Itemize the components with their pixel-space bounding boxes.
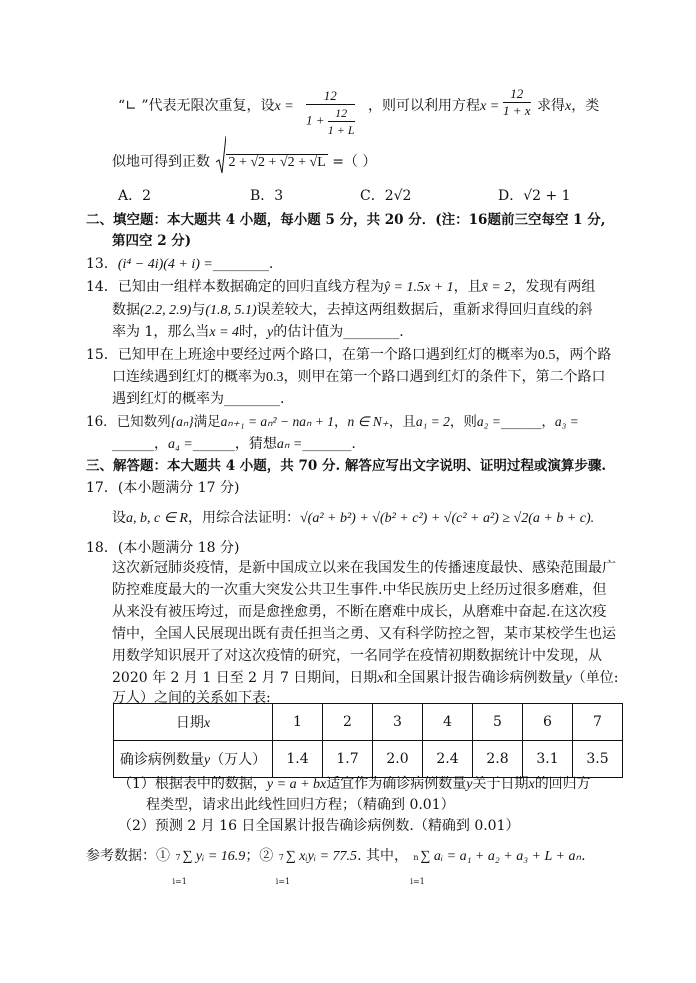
q12-eq1-fraction xyxy=(306,88,355,138)
q14-text-i: 的估计值为________. xyxy=(273,324,404,340)
q13-expr: (i⁴ − 4i)(4 + i) = xyxy=(117,257,213,272)
q16-text-f: ， xyxy=(541,414,555,430)
table-cell: 3.1 xyxy=(523,741,573,778)
q12-eq1-inner-frac xyxy=(328,105,355,138)
table-cell: 3.5 xyxy=(573,741,623,778)
cases-var: y xyxy=(203,753,211,768)
q14-text-f: 误差较大，去掉这两组数据后，重新求得回归直线的斜 xyxy=(256,302,593,318)
table-cell: 4 xyxy=(423,704,473,741)
q14-text-g: 率为 1，那么当 xyxy=(112,324,210,340)
q16-number: 16． xyxy=(86,414,117,430)
q16-recurrence: aₙ₊₁ = aₙ² − naₙ + 1 xyxy=(220,414,334,429)
ref-text-a: 参考数据：① xyxy=(86,848,170,864)
q14-regression-eq: ŷ = 1.5x + 1 xyxy=(383,280,454,295)
q18-p6-a: 2020 年 2 月 1 日至 2 月 7 日期间，日期 xyxy=(112,670,378,686)
q18-sub1-b: 适宜作为确诊病例数量 xyxy=(326,776,467,792)
q17-body xyxy=(112,508,594,529)
q14-line3 xyxy=(112,322,404,343)
ref-text-d: . xyxy=(581,848,586,864)
q14-text-h: 时， xyxy=(239,324,268,340)
q12-eq1-num: 12 xyxy=(306,88,355,105)
ref-sum2: ∑ xᵢyᵢ = 77.5 xyxy=(285,849,358,864)
q14-text-e: 与 xyxy=(191,302,206,318)
q18-data-table xyxy=(113,703,623,778)
q15-text-c: 口连续遇到红灯的概率为 xyxy=(112,369,266,385)
table-cell: 2.4 xyxy=(423,741,473,778)
q17-text-b: ，用综合法证明： xyxy=(187,510,300,526)
q16-a1: a₁ = 2 xyxy=(415,414,450,429)
q18-para-3: 从来没有被压垮过，而是愈挫愈勇，不断在磨难中成长，从磨难中奋起.在这次疫 xyxy=(112,604,607,620)
q15-prob1: 0.5 xyxy=(537,348,556,363)
q18-sub1-cont: 程类型，请求出此线性回归方程；（精确到 0.01） xyxy=(146,797,455,813)
table-cell: 1.7 xyxy=(323,741,373,778)
sum-bottom: i=1 xyxy=(410,877,425,886)
q12-eq1-lhs: x = xyxy=(274,99,294,114)
q17-title xyxy=(86,478,239,498)
q14-line1 xyxy=(86,277,595,298)
q14-text-c: ，发现有两组 xyxy=(511,279,596,295)
q15-text-b: ，两个路 xyxy=(555,347,612,363)
q15-line3: 遇到红灯的概率为________. xyxy=(112,391,285,407)
date-label: 日期 xyxy=(175,715,204,731)
q12-line1-b xyxy=(368,96,499,117)
table-header-cases xyxy=(114,741,273,778)
q18-para-1: 这次新冠肺炎疫情，是新中国成立以来在我国发生的传播速度最快、感染范围最广 xyxy=(112,560,616,576)
sum-top: 7 xyxy=(175,853,181,862)
cases-label: 确诊病例数量 xyxy=(119,752,204,768)
q16-text-h: ，猜想 xyxy=(234,436,277,452)
q12-line1 xyxy=(118,96,294,117)
q12-option-b: B．3 xyxy=(250,188,284,204)
q12-line2 xyxy=(112,152,376,173)
q14-point2: (1.8, 5.1) xyxy=(205,303,257,318)
q15-number: 15． xyxy=(86,347,118,363)
q16-a3: a₃ = xyxy=(554,414,579,429)
sum-top: n xyxy=(413,853,419,862)
q18-title xyxy=(86,538,239,558)
q12-nested-root xyxy=(216,153,327,173)
q16-text-c: ， xyxy=(333,414,348,430)
section3-heading: 三、解答题：本大题共 4 小题，共 70 分. 解答应写出文字说明、证明过程或演算步骤. xyxy=(86,458,607,474)
table-row xyxy=(114,741,623,778)
q17-number: 17． xyxy=(86,480,118,496)
q14-text-a: 已知由一组样本数据确定的回归直线方程为 xyxy=(117,279,384,295)
table-cell: 3 xyxy=(373,704,423,741)
q14-text-b: ，且 xyxy=(453,279,482,295)
ref-text-b: ；② xyxy=(245,848,274,864)
q12-eq2-num: 12 xyxy=(503,86,531,103)
q18-sub1-c: 关于日期 xyxy=(472,776,529,792)
table-cell: 5 xyxy=(473,704,523,741)
q18-para-2: 防控难度最大的一次重大突发公共卫生事件.中华民族历史上经历过很多磨难，但 xyxy=(112,582,607,598)
q16-blank-a4: ______ xyxy=(192,436,235,452)
table-cell: 1 xyxy=(273,704,323,741)
q12-line1-c xyxy=(537,96,599,117)
sum-top: 7 xyxy=(278,853,284,862)
table-cell: 6 xyxy=(523,704,573,741)
ref-text-c: . 其中， xyxy=(357,848,408,864)
q12-var-x: x xyxy=(565,99,572,114)
q14-line2 xyxy=(112,300,593,321)
q17-inequality: √(a² + b²) + √(b² + c²) + √(c² + a²) ≥ √2(a + b + c). xyxy=(299,511,595,526)
q16-blank-a2: ______ xyxy=(500,414,542,430)
section2-heading: 二、填空题：本大题共 4 小题，每小题 5 分，共 20 分．(注：16题前三空每空 1 分, xyxy=(86,212,606,228)
q16-n-domain: n ∈ N₊ xyxy=(347,414,389,429)
q12-equals-paren: =（ ） xyxy=(332,154,377,170)
q18-para-7: 万人）之间的关系如下表: xyxy=(112,690,271,706)
q14-number: 14． xyxy=(86,279,118,295)
q15-text-a: 已知甲在上班途中要经过两个路口，在第一个路口遇到红灯的概率为 xyxy=(117,347,538,363)
q18-number: 18． xyxy=(86,540,118,556)
q18-p6-c: （单位: xyxy=(571,670,619,686)
q18-sub1-x: x xyxy=(528,777,535,792)
q16-an: aₙ = xyxy=(276,437,303,452)
q16-blank-an: _______. xyxy=(302,436,356,452)
q12-option-d: D．√2 + 1 xyxy=(498,188,571,204)
q16-a2: a₂ = xyxy=(476,414,501,429)
q15-text-d: ，则甲在第一个路口遇到红灯的条件下，第二个路口 xyxy=(283,369,606,385)
q16-text-b: 满足 xyxy=(193,414,221,430)
q16-line2 xyxy=(112,434,356,455)
q16-line1 xyxy=(86,412,579,432)
q16-text-d: ，且 xyxy=(388,414,416,430)
q12-eq1-den-a: 1 + xyxy=(306,112,325,128)
q18-p6-x: x xyxy=(377,671,384,686)
q18-para-6 xyxy=(112,668,618,689)
q18-para-4: 情中，全国人民展现出既有责任担当之勇、又有科学防控之智，某市某校学生也运 xyxy=(112,626,616,642)
q17-score: (本小题满分 17 分) xyxy=(117,480,240,496)
q12-eq2-lhs: x = xyxy=(480,99,500,114)
q13-blank: ________. xyxy=(212,256,274,272)
q16-text-a: 已知数列 xyxy=(116,414,171,430)
q15-prob2: 0.3 xyxy=(266,370,284,385)
q18-p6-y: y xyxy=(565,671,572,686)
q12-method-text: ，则可以利用方程 xyxy=(368,98,480,114)
q18-para-5: 用数学知识展开了对这次疫情的研究，一名同学在疫情初期数据统计中发现，从 xyxy=(112,648,602,664)
table-cell: 2.0 xyxy=(373,741,423,778)
q14-text-d: 数据 xyxy=(112,302,140,318)
date-var: x xyxy=(203,716,211,731)
q12-root-expr: 2 + √2 + √2 + √L xyxy=(228,155,326,170)
ref-sum3: ∑ aᵢ = a₁ + a₂ + a₃ + L + aₙ xyxy=(420,849,582,864)
q14-y-var: y xyxy=(267,325,274,340)
section2-heading-cont: 第四空 2 分) xyxy=(112,233,192,249)
q18-sub1-a: （1）根据表中的数据， xyxy=(118,776,267,792)
q12-solve-text: 求得 xyxy=(537,98,565,114)
q12-option-c: C．2√2 xyxy=(360,188,412,204)
q17-vars: a, b, c ∈ R xyxy=(126,511,188,526)
q12-class-text: ，类 xyxy=(571,98,600,114)
table-cell: 1.4 xyxy=(273,741,323,778)
q18-sub1-y: y xyxy=(466,777,473,792)
sum-bottom: i=1 xyxy=(172,877,187,886)
q16-seq: {aₙ} xyxy=(170,414,194,429)
q12-line2-text: 似地可得到正数 xyxy=(112,154,210,170)
q12-radical-icon xyxy=(216,136,226,174)
q16-text-g: ， xyxy=(154,436,168,452)
q18-p6-b: 和全国累计报告确诊病例数量 xyxy=(383,670,566,686)
q13-number: 13． xyxy=(86,256,118,272)
q12-eq2-den: 1 + x xyxy=(503,103,531,118)
q18-sub1-d: 的回归方 xyxy=(534,776,591,792)
q18-reference xyxy=(86,846,586,886)
q18-sub1-eq: y = a + bx xyxy=(266,777,327,792)
cases-unit: （万人） xyxy=(210,752,267,768)
q18-sub2: （2）预测 2 月 16 日全国累计报告确诊病例数.（精确到 0.01） xyxy=(118,818,520,834)
q12-eq2-fraction xyxy=(503,86,531,119)
q12-eq1-inner-den: 1 + L xyxy=(327,123,355,137)
q15-line2 xyxy=(112,367,606,388)
q14-point1: (2.2, 2.9) xyxy=(140,303,192,318)
q12-eq1-den xyxy=(306,105,355,138)
q18-score: (本小题满分 18 分) xyxy=(117,540,240,556)
ref-sum1: ∑ yᵢ = 16.9 xyxy=(182,849,246,864)
q12-eq1-inner-num: 12 xyxy=(328,105,355,122)
table-row xyxy=(114,704,623,741)
q14-x-eq: x = 4 xyxy=(209,325,240,340)
q14-mean-eq: x̄ = 2 xyxy=(481,280,512,295)
table-cell: 7 xyxy=(573,704,623,741)
q18-sub1 xyxy=(118,774,591,795)
table-cell: 2 xyxy=(323,704,373,741)
q12-option-a: A．2 xyxy=(118,188,152,204)
q16-text-e: ，则 xyxy=(449,414,477,430)
q17-text-a: 设 xyxy=(112,510,126,526)
q13 xyxy=(86,254,273,275)
table-header-date xyxy=(114,704,273,741)
q16-a4: a₄ = xyxy=(168,437,193,452)
sum-bottom: i=1 xyxy=(275,877,291,886)
q15-line1 xyxy=(86,345,611,366)
table-cell: 2.8 xyxy=(473,741,523,778)
q16-blank-a3: ______ xyxy=(112,436,154,452)
q12-intro-text: “∟ ”代表无限次重复，设 xyxy=(118,98,275,114)
